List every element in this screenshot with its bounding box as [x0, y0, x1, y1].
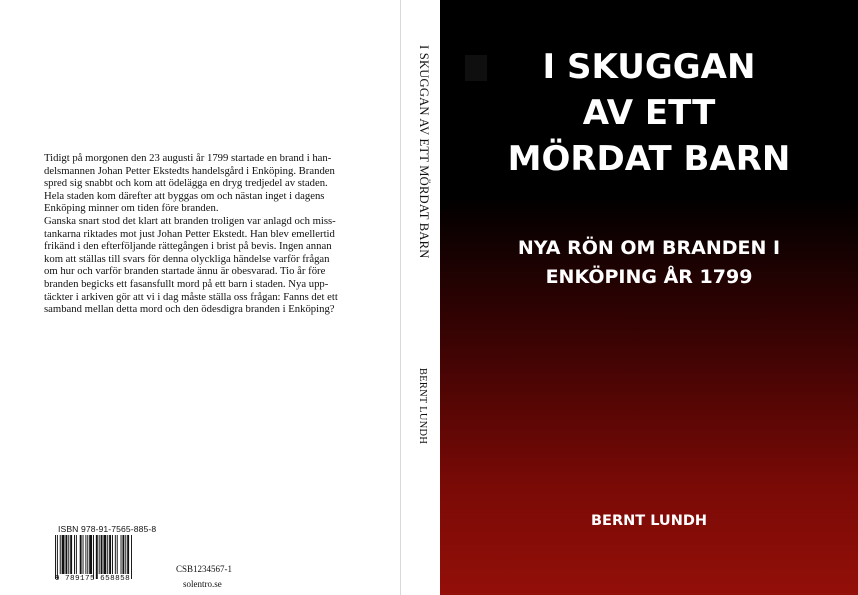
front-title	[440, 44, 858, 182]
blurb-line: frikänd i den efterföljande rättegången i brist på bevis. Ingen annan	[44, 240, 332, 253]
isbn-label: ISBN 978-91-7565-885-8	[58, 524, 157, 534]
front-title-line: I SKUGGAN	[542, 47, 756, 87]
csb-code: CSB1234567-1	[176, 564, 233, 574]
blurb-line: branden begicks ett fasansfullt mord på ett barn i staden. Nya upp-	[44, 277, 329, 290]
front-author: BERNT LUNDH	[591, 513, 707, 529]
blurb-line: delsmannen Johan Petter Ekstedts handelsgård i Enköping. Branden	[44, 164, 335, 177]
front-subtitle	[440, 234, 858, 292]
blurb-line: täckter i arkiven gör att vi i dag måste ställa oss frågan: Fanns det ett	[44, 290, 338, 303]
blurb-line: samband mellan detta mord och den ödesdigra branden i Enköping?	[44, 303, 335, 316]
blurb-line: Hela staden kom därefter att byggas om och nästan inget i dagens	[44, 189, 325, 202]
front-title-line: MÖRDAT BARN	[507, 139, 791, 179]
blurb-line: Enköping minner om tiden före branden.	[44, 202, 219, 215]
barcode-digits: 9 789175 658858	[55, 575, 131, 583]
front-subtitle-line: NYA RÖN OM BRANDEN I	[517, 237, 781, 259]
blurb-line: om hur och varför branden startade ännu är obesvarad. Tio år före	[44, 265, 326, 278]
spine-author: BERNT LUNDH	[417, 368, 428, 445]
front-title-line: AV ETT	[582, 93, 716, 133]
blurb-line: tankarna riktades mot just Johan Petter Ekstedt. Han blev emellertid	[44, 227, 335, 240]
blurb-line: Ganska snart stod det klart att branden troligen var anlagd och miss-	[44, 214, 336, 227]
back-cover-blurb	[44, 152, 380, 316]
blurb-line: Tidigt på morgonen den 23 augusti år 1799 startade en brand i han-	[44, 152, 332, 164]
front-subtitle-line: ENKÖPING ÅR 1799	[545, 266, 753, 288]
blurb-line: spred sig snabbt och kom att ödelägga en dryg tredjedel av staden.	[44, 177, 328, 190]
blurb-line: kom att ställas till svars för denna olyckliga händelse varför frågan	[44, 252, 330, 265]
spine-title: I SKUGGAN AV ETT MÖRDAT BARN	[417, 45, 431, 259]
publisher-url: solentro.se	[183, 579, 222, 589]
